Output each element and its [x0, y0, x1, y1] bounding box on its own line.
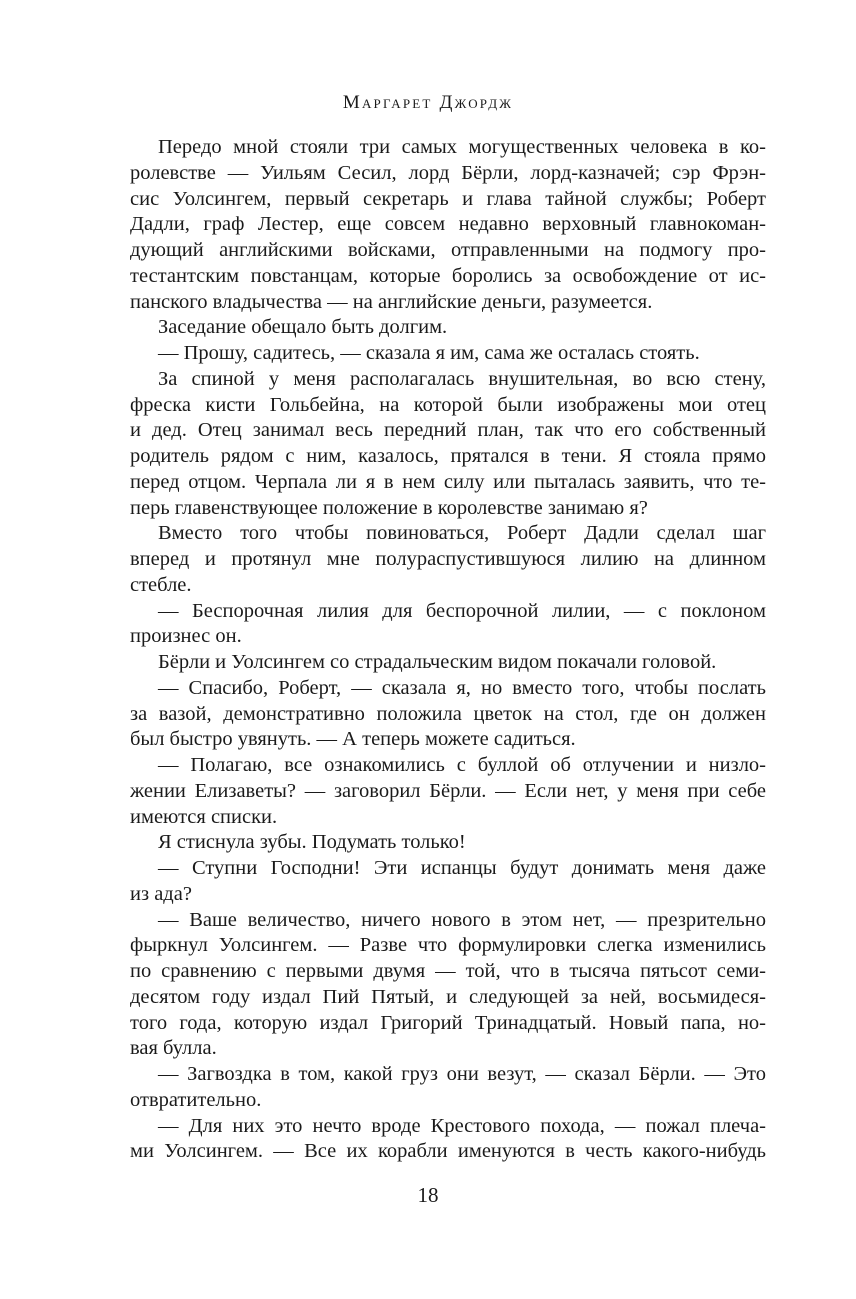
text-line: перь главенствующее положение в королевстве занимаю я? — [130, 496, 648, 519]
text-line: и дед. Отец занимал весь передний план, так что его собственный — [130, 419, 766, 442]
text-line: — Ступни Господни! Эти испанцы будут донимать меня даже — [158, 857, 766, 879]
text-line: Я стиснула зубы. Подумать только! — [158, 831, 466, 854]
text-line: фыркнул Уолсингем. — Разве что формулировки слегка изменились — [130, 934, 766, 957]
text-line: Передо мной стояли три самых могущественных человека в ко- — [158, 136, 766, 158]
text-line: был быстро увянуть. — А теперь можете садиться. — [130, 728, 576, 751]
text-line: ролевстве — Уильям Сесил, лорд Бёрли, лорд-казначей; сэр Фрэн- — [130, 161, 766, 184]
text-line: Заседание обещало быть долгим. — [158, 316, 448, 339]
text-line: ми Уолсингем. — Все их корабли именуются в честь какого-нибудь — [130, 1140, 766, 1163]
text-line: за вазой, демонстративно положила цветок на стол, где он должен — [130, 702, 766, 725]
text-line: отвратительно. — [130, 1088, 262, 1111]
text-line: — Для них это нечто вроде Крестового похода, — пожал плеча- — [158, 1114, 766, 1137]
text-line: дующий английскими войсками, отправленными на подмогу про- — [130, 239, 766, 261]
text-line: из ада? — [130, 882, 192, 905]
text-line: произнес он. — [130, 625, 242, 648]
page-number: 18 — [417, 1183, 439, 1207]
body-text — [130, 135, 766, 1165]
text-line: — Беспорочная лилия для беспорочной лилии, — с поклоном — [158, 599, 766, 622]
running-head: Маргарет Джордж — [342, 92, 514, 113]
text-line: вперед и протянул мне полураспустившуюся лилию на длинном — [130, 548, 766, 570]
text-line: перед отцом. Черпала ли я в нем силу или пыталась заявить, что те- — [130, 470, 766, 493]
text-line: панского владычества — на английские деньги, разумеется. — [130, 290, 653, 313]
text-line: стебле. — [130, 573, 192, 596]
text-line: — Загвоздка в том, какой груз они везут, — сказал Бёрли. — Это — [158, 1063, 766, 1085]
text-line: сис Уолсингем, первый секретарь и глава тайной службы; Роберт — [130, 187, 766, 210]
text-line: Бёрли и Уолсингем со страдальческим видом покачали головой. — [158, 651, 717, 673]
text-line: жении Елизаветы? — заговорил Бёрли. — Если нет, у меня при себе — [130, 779, 766, 802]
text-line: — Спасибо, Роберт, — сказала я, но вместо того, чтобы послать — [158, 676, 766, 699]
text-line: родитель рядом с ним, казалось, прятался в тени. Я стояла прямо — [130, 445, 766, 467]
text-line: — Прошу, садитесь, — сказала я им, сама же осталась стоять. — [158, 342, 700, 364]
text-line: Дадли, граф Лестер, еще совсем недавно верховный главнокоман- — [130, 213, 766, 236]
text-line: За спиной у меня располагалась внушительная, во всю стену, — [158, 367, 766, 390]
text-line: тестантским повстанцам, которые боролись за освобождение от ис- — [130, 264, 766, 287]
text-line: того года, которую издал Григорий Тринадцатый. Новый папа, но- — [130, 1011, 766, 1034]
text-line: имеются списки. — [130, 805, 278, 828]
text-line: Вместо того чтобы повиноваться, Роберт Дадли сделал шаг — [158, 522, 766, 545]
text-line: фреска кисти Гольбейна, на которой были изображены мои отец — [130, 393, 766, 416]
text-line: — Ваше величество, ничего нового в этом нет, — презрительно — [158, 908, 766, 931]
text-line: вая булла. — [130, 1037, 217, 1060]
text-line: по сравнению с первыми двумя — той, что в тысяча пятьсот семи- — [130, 960, 766, 982]
text-line: — Полагаю, все ознакомились с буллой об отлучении и низло- — [158, 754, 766, 776]
text-line: десятом году издал Пий Пятый, и следующей за ней, восьмидеся- — [130, 985, 766, 1008]
